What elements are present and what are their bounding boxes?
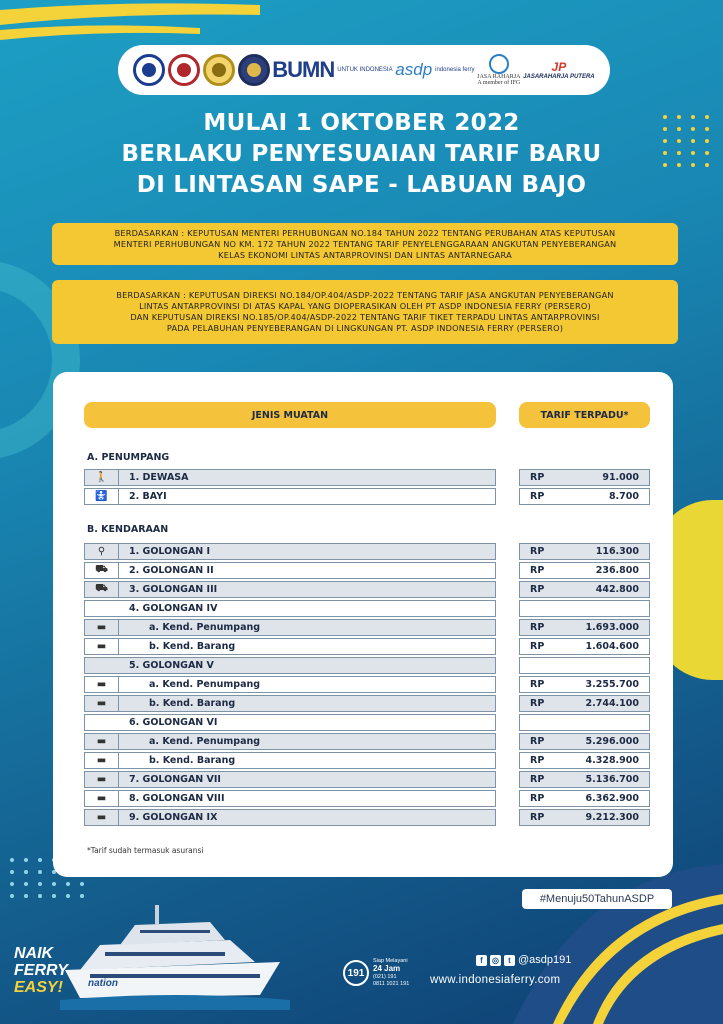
row-label: 2. BAYI bbox=[129, 491, 167, 502]
notice-line: LINTAS ANTARPROVINSI DI ATAS KAPAL YANG DIOPERASIKAN OLEH PT ASDP INDONESIA FERRY (PERSERO) bbox=[139, 301, 591, 311]
minibus-icon: ▬ bbox=[85, 677, 119, 692]
row-label: 6. GOLONGAN VI bbox=[129, 717, 218, 728]
price-value: 2.744.100 bbox=[585, 698, 639, 709]
ship-name: nation bbox=[88, 978, 118, 989]
empty-icon-cell bbox=[85, 715, 119, 730]
row-price-cell bbox=[519, 809, 650, 826]
hashtag-badge: #Menuju50TahunASDP bbox=[522, 889, 672, 909]
bus-icon: ▬ bbox=[85, 734, 119, 749]
row-label: 8. GOLONGAN VIII bbox=[129, 793, 225, 804]
row-name-cell bbox=[84, 790, 496, 807]
currency-label: RP bbox=[530, 565, 545, 576]
row-price-cell bbox=[519, 714, 650, 731]
car-icon: ▬ bbox=[85, 620, 119, 635]
slogan bbox=[14, 945, 68, 996]
notice-line: MENTERI PERHUBUNGAN NO KM. 172 TAHUN 2022 TENTANG TARIF PENYELENGGARAAN ANGKUTAN PENYEBERANGAN bbox=[113, 238, 617, 249]
notice-line: DAN KEPUTUSAN DIREKSI NO.185/OP.404/ASDP-2022 TENTANG TARIF TIKET TERPADU LINTAS ANTARPROVINSI bbox=[130, 312, 600, 322]
social-handle[interactable]: @asdp191 bbox=[518, 954, 572, 966]
section-penumpang: A. PENUMPANG bbox=[87, 452, 170, 463]
header-jenis-muatan: JENIS MUATAN bbox=[84, 402, 496, 428]
row-name-cell bbox=[84, 600, 496, 617]
regulation-notice bbox=[52, 223, 678, 265]
headline-line: BERLAKU PENYESUAIAN TARIF BARU bbox=[121, 141, 602, 167]
price-value: 91.000 bbox=[602, 472, 639, 483]
row-name-cell bbox=[84, 488, 496, 505]
row-price-cell bbox=[519, 752, 650, 769]
row-price-cell bbox=[519, 790, 650, 807]
jasa-raharja-logo: JASA RAHARJA A member of IFG bbox=[477, 54, 520, 86]
price-value: 8.700 bbox=[608, 491, 639, 502]
notice-line: PADA PELABUHAN PENYEBERANGAN DI LINGKUNGAN PT. ASDP INDONESIA FERRY (PERSERO) bbox=[166, 323, 564, 333]
row-price-cell bbox=[519, 733, 650, 750]
website-link[interactable]: www.indonesiaferry.com bbox=[430, 974, 561, 986]
row-price-cell bbox=[519, 600, 650, 617]
row-label: 1. GOLONGAN I bbox=[129, 546, 211, 557]
row-label: 3. GOLONGAN III bbox=[129, 584, 218, 595]
empty-icon-cell bbox=[85, 658, 119, 673]
bumn-logo: BUMN UNTUK INDONESIA bbox=[272, 57, 393, 82]
row-name-cell bbox=[84, 714, 496, 731]
row-label: a. Kend. Penumpang bbox=[149, 679, 261, 690]
price-value: 9.212.300 bbox=[585, 812, 639, 823]
row-label: b. Kend. Barang bbox=[149, 698, 236, 709]
currency-label: RP bbox=[530, 491, 545, 502]
currency-label: RP bbox=[530, 755, 545, 766]
row-label: 7. GOLONGAN VII bbox=[129, 774, 221, 785]
price-value: 5.136.700 bbox=[585, 774, 639, 785]
long-trailer-icon: ▬ bbox=[85, 810, 119, 825]
hotline-number: 191 bbox=[343, 960, 369, 986]
infant-icon: 🚼 bbox=[85, 489, 119, 504]
price-value: 236.800 bbox=[595, 565, 639, 576]
header-tarif-terpadu: TARIF TERPADU* bbox=[519, 402, 650, 428]
price-value: 1.693.000 bbox=[585, 622, 639, 633]
row-price-cell bbox=[519, 488, 650, 505]
notice-line: BERDASARKAN : KEPUTUSAN MENTERI PERHUBUNGAN NO.184 TAHUN 2022 TENTANG PERUBAHAN ATAS KEPUTUSAN bbox=[114, 227, 616, 238]
currency-label: RP bbox=[530, 679, 545, 690]
price-value: 1.604.600 bbox=[585, 641, 639, 652]
row-price-cell bbox=[519, 562, 650, 579]
row-name-cell bbox=[84, 695, 496, 712]
currency-label: RP bbox=[530, 622, 545, 633]
headline-line: MULAI 1 OKTOBER 2022 bbox=[203, 110, 520, 136]
row-price-cell bbox=[519, 469, 650, 486]
currency-label: RP bbox=[530, 812, 545, 823]
currency-label: RP bbox=[530, 584, 545, 595]
currency-label: RP bbox=[530, 472, 545, 483]
row-price-cell bbox=[519, 676, 650, 693]
section-kendaraan: B. KENDARAAN bbox=[87, 524, 169, 535]
empty-icon-cell bbox=[85, 601, 119, 616]
row-name-cell bbox=[84, 581, 496, 598]
row-name-cell bbox=[84, 562, 496, 579]
row-label: 1. DEWASA bbox=[129, 472, 189, 483]
currency-label: RP bbox=[530, 774, 545, 785]
price-value: 3.255.700 bbox=[585, 679, 639, 690]
price-value: 442.800 bbox=[595, 584, 639, 595]
row-name-cell bbox=[84, 809, 496, 826]
slogan-line: FERRY bbox=[14, 962, 68, 979]
row-name-cell bbox=[84, 657, 496, 674]
currency-label: RP bbox=[530, 546, 545, 557]
row-label: 4. GOLONGAN IV bbox=[129, 603, 218, 614]
row-price-cell bbox=[519, 619, 650, 636]
kemenhub-logo bbox=[133, 54, 165, 86]
row-label: 5. GOLONGAN V bbox=[129, 660, 214, 671]
row-price-cell bbox=[519, 771, 650, 788]
row-label: a. Kend. Penumpang bbox=[149, 736, 261, 747]
motorbike-icon: ⛟ bbox=[85, 582, 119, 597]
price-value: 6.362.900 bbox=[585, 793, 639, 804]
footnote: *Tarif sudah termasuk asuransi bbox=[87, 846, 204, 855]
row-price-cell bbox=[519, 543, 650, 560]
polri-logo bbox=[203, 54, 235, 86]
row-label: b. Kend. Barang bbox=[149, 755, 236, 766]
row-name-cell bbox=[84, 619, 496, 636]
price-value: 116.300 bbox=[595, 546, 639, 557]
trailer-truck-icon: ▬ bbox=[85, 791, 119, 806]
headline-line: DI LINTASAN SAPE - LABUAN BAJO bbox=[136, 172, 587, 198]
adult-icon: 🚶 bbox=[85, 470, 119, 485]
row-label: 2. GOLONGAN II bbox=[129, 565, 214, 576]
pickup-icon: ▬ bbox=[85, 639, 119, 654]
currency-label: RP bbox=[530, 736, 545, 747]
notice-line: BERDASARKAN : KEPUTUSAN DIREKSI NO.184/OP.404/ASDP-2022 TENTANG TARIF JASA ANGKUTAN PENYEBERANGAN bbox=[116, 290, 614, 300]
row-name-cell bbox=[84, 543, 496, 560]
price-value: 4.328.900 bbox=[585, 755, 639, 766]
row-name-cell bbox=[84, 752, 496, 769]
facebook-icon[interactable]: f bbox=[476, 955, 487, 966]
directive-notice bbox=[52, 280, 678, 344]
bicycle-icon: ⚲ bbox=[85, 544, 119, 559]
price-value: 5.296.000 bbox=[585, 736, 639, 747]
truck-icon: ▬ bbox=[85, 753, 119, 768]
jasaraharja-putera-logo: JP JASARAHARJA PUTERA bbox=[523, 60, 595, 80]
row-price-cell bbox=[519, 695, 650, 712]
row-label: b. Kend. Barang bbox=[149, 641, 236, 652]
tariff-card bbox=[53, 372, 673, 877]
row-name-cell bbox=[84, 638, 496, 655]
box-truck-icon: ▬ bbox=[85, 696, 119, 711]
twitter-icon[interactable]: t bbox=[504, 955, 515, 966]
currency-label: RP bbox=[530, 793, 545, 804]
row-name-cell bbox=[84, 676, 496, 693]
row-price-cell bbox=[519, 638, 650, 655]
instagram-icon[interactable]: ◎ bbox=[490, 955, 501, 966]
ferry-ship-image bbox=[60, 900, 290, 1010]
row-label: a. Kend. Penumpang bbox=[149, 622, 261, 633]
row-price-cell bbox=[519, 581, 650, 598]
large-truck-icon: ▬ bbox=[85, 772, 119, 787]
logo-bar bbox=[118, 45, 610, 95]
notice-line: KELAS EKONOMI LINTAS ANTARPROVINSI DAN LINTAS ANTARNEGARA bbox=[218, 249, 512, 260]
row-price-cell bbox=[519, 657, 650, 674]
gapasdap-logo bbox=[168, 54, 200, 86]
headline bbox=[0, 108, 723, 201]
kemenhub-seal-logo bbox=[238, 54, 270, 86]
social-links bbox=[476, 954, 571, 966]
hotline-text: Siap Melayani 24 Jam (021) 191 0811 1021 191 bbox=[373, 958, 410, 987]
currency-label: RP bbox=[530, 641, 545, 652]
slogan-line: EASY! bbox=[14, 979, 63, 996]
scooter-icon: ⛟ bbox=[85, 563, 119, 578]
currency-label: RP bbox=[530, 698, 545, 709]
asdp-logo: asdp indonesia ferry bbox=[395, 60, 475, 79]
row-name-cell bbox=[84, 469, 496, 486]
row-name-cell bbox=[84, 733, 496, 750]
hotline bbox=[343, 958, 409, 988]
slogan-line: NAIK bbox=[14, 945, 54, 962]
row-label: 9. GOLONGAN IX bbox=[129, 812, 218, 823]
row-name-cell bbox=[84, 771, 496, 788]
